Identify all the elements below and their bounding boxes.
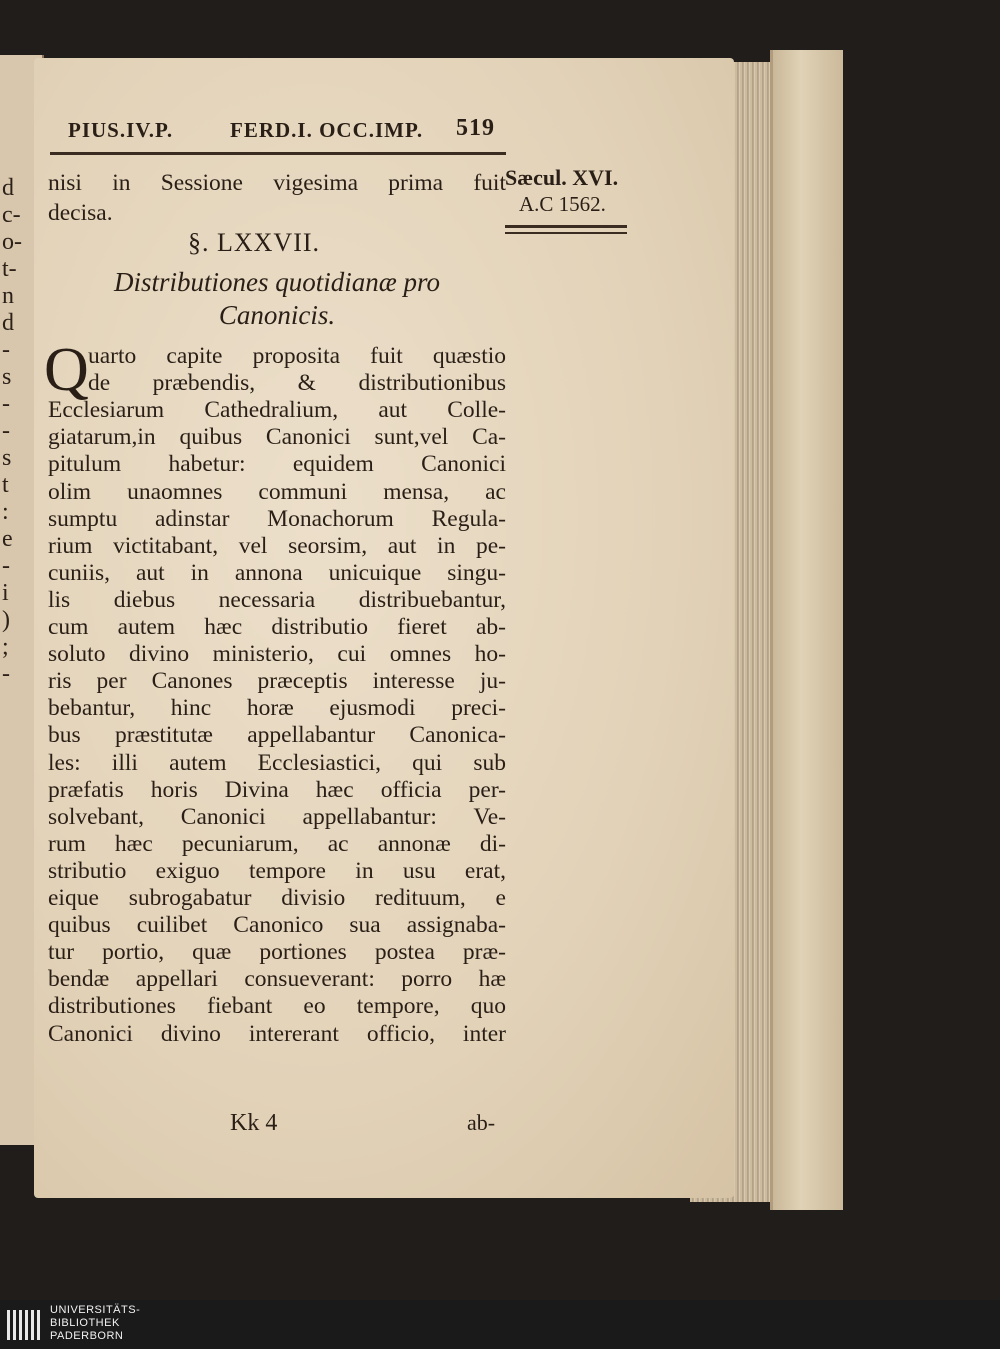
- body-line: bebantur, hinc horæ ejusmodi preci-: [48, 695, 506, 722]
- body-line: cuniis, aut in annona unicuique singu-: [48, 559, 506, 586]
- body-line: Canonici divino intererant officio, inter: [48, 1020, 506, 1047]
- body-line: olim unaomnes communi mensa, ac: [48, 478, 506, 505]
- body-line: les: illi autem Ecclesiastici, qui sub: [48, 749, 506, 776]
- body-line: bendæ appellari consueverant: porro hæ: [48, 966, 506, 993]
- body-line: ris per Canones præceptis interesse ju-: [48, 668, 506, 695]
- left-page-fragment: t: [2, 472, 9, 498]
- left-page-fragment: -: [2, 418, 10, 444]
- body-line: cum autem hæc distributio fieret ab-: [48, 614, 506, 640]
- page-number: 519: [456, 115, 495, 141]
- left-page-fragment: ): [2, 607, 10, 633]
- margin-note-century: Sæcul. XVI.: [505, 165, 619, 190]
- left-page-fragment: :: [2, 499, 9, 525]
- body-line: bus præstitutæ appellabantur Canonica-: [48, 722, 506, 749]
- intro-line: decisa.: [48, 200, 113, 226]
- left-page-fragment: d: [2, 175, 14, 201]
- margin-rule: [505, 225, 627, 234]
- book-cover-right: [770, 50, 843, 1210]
- left-page-fragment: c-: [2, 202, 21, 228]
- body-line: rium victitabant, vel seorsim, aut in pe-: [48, 532, 506, 559]
- left-page-fragment: e: [2, 526, 13, 552]
- left-page-fragment: s: [2, 364, 12, 390]
- library-name-line2: BIBLIOTHEK: [50, 1317, 120, 1329]
- body-line: præfatis horis Divina hæc officia per-: [48, 776, 506, 803]
- left-page-fragment: -: [2, 553, 10, 579]
- left-page-fragment: ;: [2, 634, 9, 660]
- left-page-fragment: -: [2, 661, 10, 687]
- body-line: solvebant, Canonici appellabantur: Ve-: [48, 803, 506, 830]
- body-line: lis diebus necessaria distribuebantur,: [48, 586, 506, 613]
- body-line: Ecclesiarum Cathedralium, aut Colle-: [48, 397, 506, 424]
- library-name-line1: UNIVERSITÄTS-: [50, 1304, 141, 1316]
- body-line: stributio exiguo tempore in usu erat,: [48, 857, 506, 884]
- left-page-fragment: i: [2, 580, 9, 606]
- body-line: pitulum habetur: equidem Canonici: [48, 451, 506, 478]
- library-name: [50, 1304, 140, 1343]
- header-rule: [50, 152, 506, 155]
- drop-cap: Q: [44, 336, 89, 404]
- section-title-line1: Distributiones quotidianæ pro: [113, 267, 441, 297]
- library-name-line3: PADERBORN: [50, 1330, 124, 1342]
- left-page-fragment: s: [2, 445, 12, 471]
- library-logo-bar: [0, 1300, 1000, 1349]
- left-page-fragment: -: [2, 391, 10, 417]
- library-logo-icon: [6, 1308, 42, 1342]
- margin-note-year: A.C 1562.: [519, 192, 606, 216]
- section-title-line2: Canonicis.: [218, 300, 336, 330]
- body-line: soluto divino ministerio, cui omnes ho-: [48, 641, 506, 668]
- body-line: rum hæc pecuniarum, ac annonæ di-: [48, 830, 506, 857]
- body-line: tur portio, quæ portiones postea præ-: [48, 939, 506, 966]
- left-page-fragment: n: [2, 283, 14, 309]
- left-page-fragment: o-: [2, 229, 22, 255]
- body-line: uarto capite proposita fuit quæstio: [88, 343, 506, 369]
- running-head-left: PIUS.IV.P.: [68, 118, 174, 142]
- body-line: quibus cuilibet Canonico sua assignaba-: [48, 912, 506, 939]
- body-line: de præbendis, & distributionibus: [88, 370, 506, 397]
- left-page-fragment: t-: [2, 256, 17, 282]
- signature-mark: Kk 4: [230, 1110, 278, 1136]
- left-page-fragment: -: [2, 337, 10, 363]
- left-page-fragment: d: [2, 310, 14, 336]
- body-line: eique subrogabatur divisio redituum, e: [48, 885, 506, 911]
- body-line: sumptu adinstar Monachorum Regula-: [48, 505, 506, 532]
- catchword: ab-: [467, 1110, 496, 1135]
- intro-line: nisi in Sessione vigesima prima fuit: [48, 170, 506, 196]
- running-head-center: FERD.I. OCC.IMP.: [230, 118, 424, 142]
- section-number: §. LXXVII.: [188, 228, 321, 257]
- body-line: distributiones fiebant eo tempore, quo: [48, 993, 506, 1020]
- margin-note: [505, 165, 619, 216]
- body-line: giatarum,in quibus Canonici sunt,vel Ca-: [48, 424, 506, 451]
